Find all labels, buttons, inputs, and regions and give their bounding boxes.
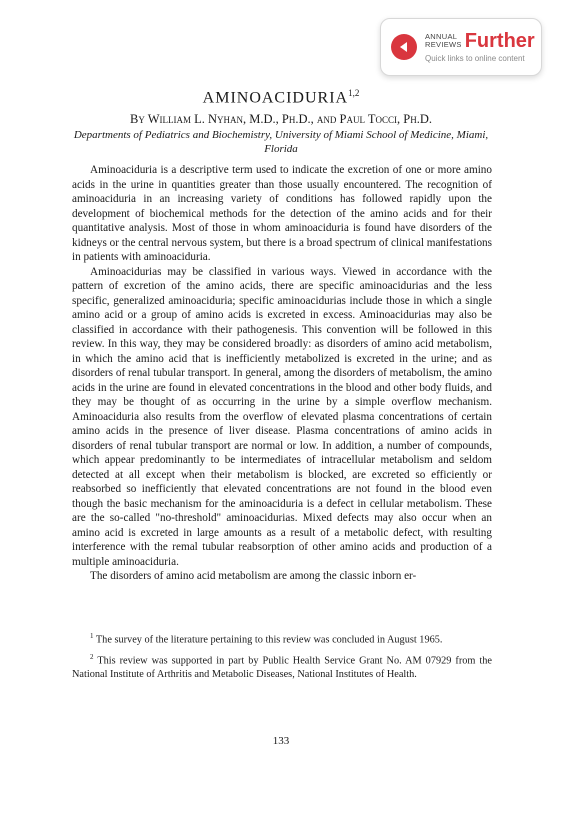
badge-brand <box>425 33 462 49</box>
footnote-mark: 1 <box>90 632 94 640</box>
footnote <box>72 630 492 647</box>
body-paragraph: The disorders of amino acid metabolism are among the classic inborn er- <box>90 570 417 582</box>
badge-subtitle: Quick links to online content <box>425 54 525 63</box>
article-affiliation: Departments of Pediatrics and Biochemistry, University of Miami School of Medicine, Miami, Florida <box>73 129 489 155</box>
page-number: 133 <box>272 735 290 747</box>
badge-annual: ANNUAL <box>425 32 458 41</box>
badge-further: Further <box>464 30 535 52</box>
footnote <box>72 651 492 681</box>
body-paragraph: Aminoacidurias may be classified in various ways. Viewed in accordance with the pattern of excretion of the amino acids, there are specific aminoacidurias and the less specific, generalized aminoaciduria; specific aminoacidurias include those in which a single amino acid or a group of amino acids is excreted in excess. Aminoacidurias may also be classified in accordance with their pathogenesis. This convention will be followed in this review. In this way, they may be considered broadly: as disorders of amino acid metabolism, in which the amino acid that is inefficiently metabolized is excreted in the urine; and as disorders of renal tubular transport. In general, among the disorders of metabolism, the amino acids in the urine are found in elevated concentrations in the blood and other body fluids, and they may be thought of as occurring in the urine by a simple overflow mechanism. Aminoaciduria also results from the overflow of elevated plasma concentrations of certain amino acids in the presence of liver disease. Plasma concentrations of amino acids in disorders of renal tubular transport are normal or low. In addition, a number of compounds, which appear predominantly to be intermediates of intracellular metabolism and seldom detected at all except when their metabolism is blocked, are excreted so efficiently or reabsorbed so inefficiently that elevated concentrations are not found in the blood even though the basic mechanism for the aminoaciduria is a defect in cellular metabolism. These are the so-called "no-threshold" aminoacidurias. Mixed defects may also occur when an amino acid is excreted in large amounts as a result of a metabolic defect, with resulting interference with the remal tubular reabsorption of other amino acids and production of a multiple aminoaciduria. <box>72 265 492 568</box>
badge-reviews: REVIEWS <box>425 40 462 49</box>
body-paragraph: Aminoaciduria is a descriptive term used to indicate the excretion of one or more amino acids in the urine in quantities greater than those usually encountered. The recognition of aminoaciduria in an increasing variety of conditions has followed rapidly upon the development of biochemical methods for the detection of the amino acids and for their quantitative analysis. Most of those in whom aminoaciduria is found have disorders of the kidneys or the central nervous system, but there is a broad spectrum of clinical manifestations in patients with aminoaciduria. <box>72 164 492 263</box>
article-title-text: AMINOACIDURIA <box>202 89 349 107</box>
annual-reviews-further-badge[interactable] <box>380 18 542 76</box>
footnote-text: The survey of the literature pertaining to this review was concluded in August 1965. <box>95 634 443 646</box>
article-authors: By William L. Nyhan, M.D., Ph.D., and Paul Tocci, Ph.D. <box>129 112 433 126</box>
article-title <box>0 88 562 107</box>
badge-text <box>425 31 535 63</box>
footnote-text: This review was supported in part by Public Health Service Grant No. AM 07929 from the National Institute of Arthritis and Metabolic Diseases, National Institutes of Health. <box>72 655 492 680</box>
footnote-mark: 2 <box>90 652 94 661</box>
title-footnote-marks: 1,2 <box>348 88 360 98</box>
footnotes <box>72 630 492 685</box>
arrow-left-icon <box>391 34 417 60</box>
article-body <box>72 163 492 584</box>
